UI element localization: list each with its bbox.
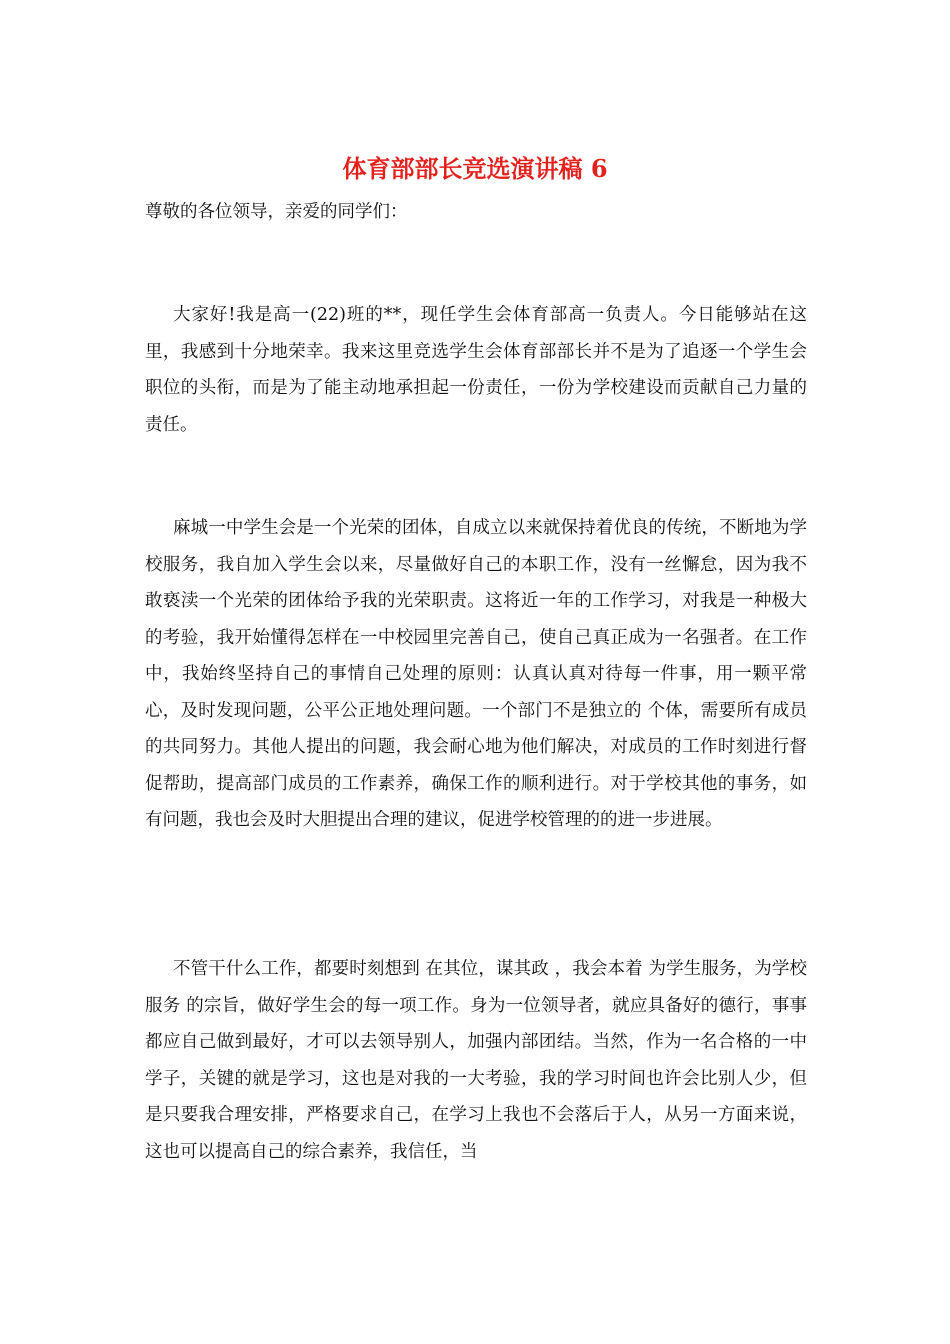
paragraph-3: 不管干什么工作，都要时刻想到 在其位，谋其政 ，我会本着 为学生服务，为学校服务 的宗旨，做好学生会的每一项工作。身为一位领导者，就应具备好的德行，事事都应自己做到最好，才可以去领导别人，加强内部团结。当然，作为一名合格的一中学子，关键的就是学习，这也是对我的一大考验，我的学习时间也许会比别人少，但是只要我合理安排，严格要求自己，在学习上我也不会落后于人，从另一方面来说，这也可以提高自己的综合素养，我信任，当 bbox=[145, 959, 807, 1162]
page-title: 体育部部长竞选演讲稿 6 bbox=[342, 154, 608, 183]
paragraph-1: 大家好!我是高一(22)班的**，现任学生会体育部高一负责人。今日能够站在这里，我感到十分地荣幸。我来这里竞选学生会体育部部长并不是为了追逐一个学生会职位的头衔，而是为了能主动地承担起一份责任，一份为学校建设而贡献自己力量的责任。 bbox=[145, 305, 807, 435]
paragraph-2: 麻城一中学生会是一个光荣的团体，自成立以来就保持着优良的传统，不断地为学校服务，我自加入学生会以来，尽量做好自己的本职工作，没有一丝懈怠，因为我不敢亵渎一个光荣的团体给予我的光荣职责。这将近一年的工作学习，对我是一种极大的考验，我开始懂得怎样在一中校园里完善自己，使自己真正成为一名强者。在工作中，我始终坚持自己的事情自己处理的原则：认真认真对待每一件事，用一颗平常心，及时发现问题，公平公正地处理问题。一个部门不是独立的 个体，需要所有成员的共同努力。其他人提出的问题，我会耐心地为他们解决，对成员的工作时刻进行督促帮助，提高部门成员的工作素养，确保工作的顺利进行。对于学校其他的事务，如有问题，我也会及时大胆提出合理的建议，促进学校管理的的进一步进展。 bbox=[145, 518, 807, 830]
greeting: 尊敬的各位领导，亲爱的同学们： bbox=[145, 202, 408, 222]
